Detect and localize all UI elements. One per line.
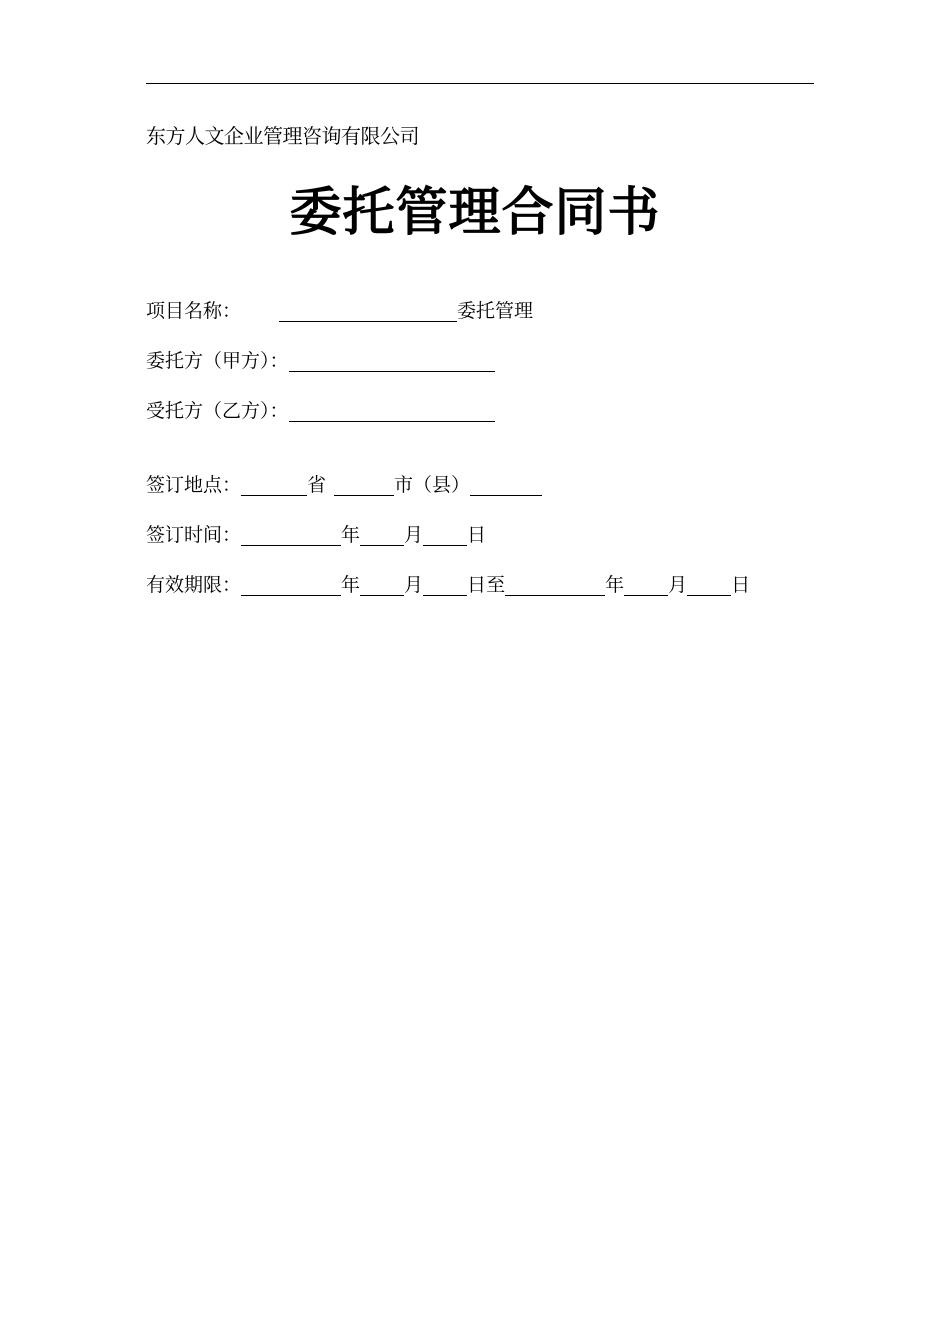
to-text: 至: [486, 574, 506, 596]
end-day-blank[interactable]: [687, 575, 731, 596]
start-month-text: 月: [404, 574, 424, 596]
month-text: 月: [404, 524, 424, 546]
end-day-text: 日: [731, 574, 751, 596]
start-month-blank[interactable]: [360, 575, 404, 596]
signing-location-row: [146, 471, 542, 499]
party-a-row: [146, 347, 495, 375]
header-rule: [146, 83, 814, 84]
end-month-blank[interactable]: [624, 575, 668, 596]
province-blank[interactable]: [241, 475, 307, 496]
start-year-blank[interactable]: [241, 575, 341, 596]
project-name-blank[interactable]: [279, 301, 457, 322]
start-day-text: 日: [467, 574, 487, 596]
day-text: 日: [467, 524, 487, 546]
party-a-blank[interactable]: [289, 351, 495, 372]
project-name-label: 项目名称：: [146, 300, 242, 322]
validity-label: 有效期限：: [146, 574, 242, 596]
end-month-text: 月: [668, 574, 688, 596]
province-text: 省: [307, 474, 327, 496]
project-name-row: [146, 297, 533, 325]
party-a-label: 委托方（甲方）：: [146, 350, 289, 372]
party-b-blank[interactable]: [289, 401, 495, 422]
party-b-label: 受托方（乙方）：: [146, 400, 289, 422]
signing-location-label: 签订地点：: [146, 474, 242, 496]
start-day-blank[interactable]: [423, 575, 467, 596]
end-year-blank[interactable]: [505, 575, 605, 596]
sign-day-blank[interactable]: [423, 525, 467, 546]
validity-period-row: [146, 571, 750, 599]
city-blank[interactable]: [334, 475, 394, 496]
sign-month-blank[interactable]: [360, 525, 404, 546]
party-b-row: [146, 397, 495, 425]
city-county-text: 市（县）: [394, 474, 471, 496]
county-blank[interactable]: [470, 475, 542, 496]
company-name: 东方人文企业管理咨询有限公司: [146, 124, 419, 148]
project-name-suffix: 委托管理: [457, 300, 534, 322]
signing-date-label: 签订时间：: [146, 524, 242, 546]
sign-year-blank[interactable]: [241, 525, 341, 546]
start-year-text: 年: [341, 574, 361, 596]
signing-date-row: [146, 521, 486, 549]
document-title: 委托管理合同书: [289, 183, 661, 243]
end-year-text: 年: [605, 574, 625, 596]
year-text: 年: [341, 524, 361, 546]
